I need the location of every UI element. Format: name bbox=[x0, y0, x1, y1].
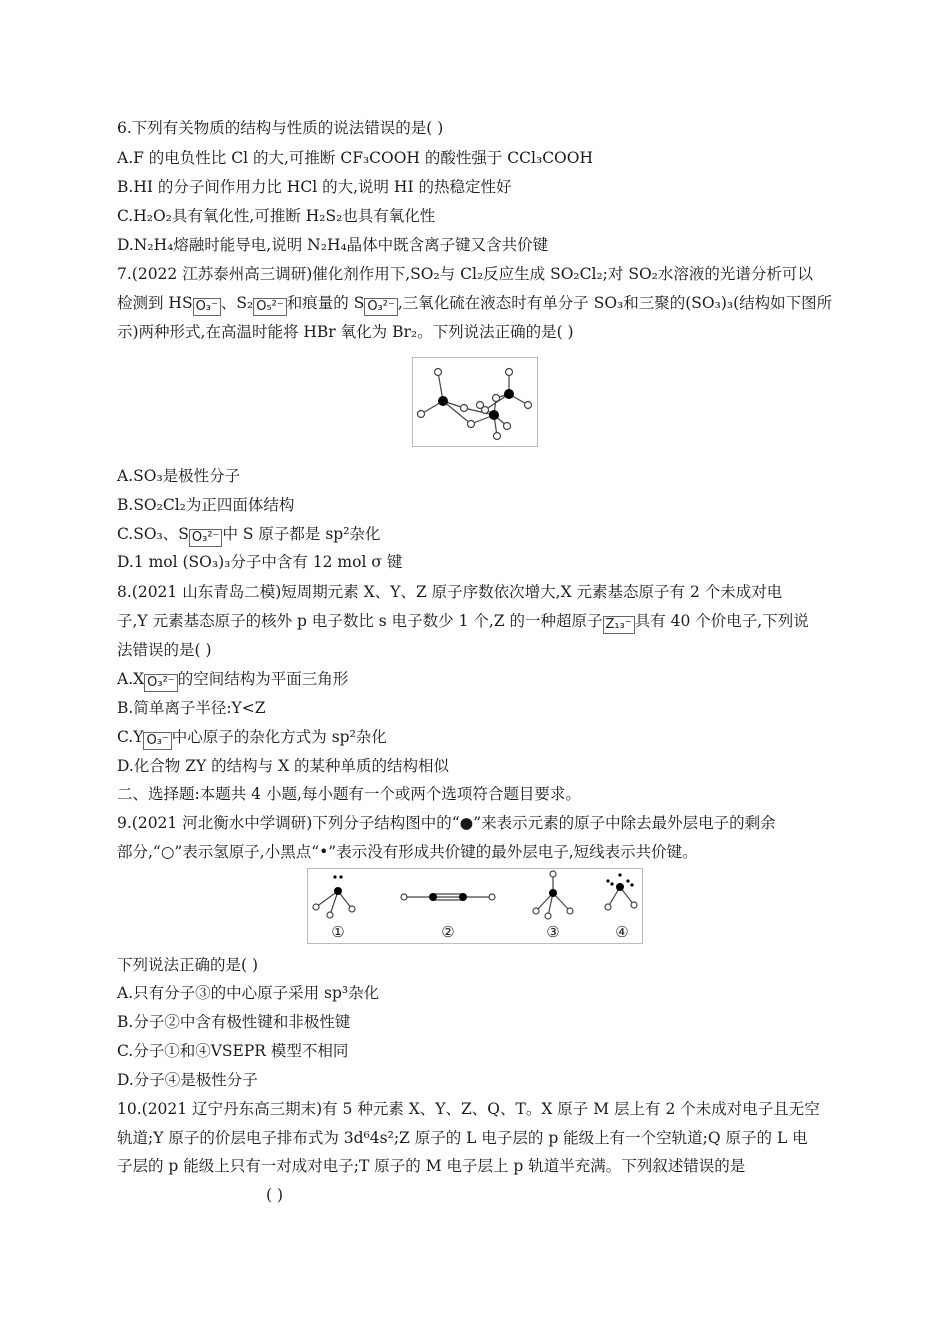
formula-box: O₃²⁻ bbox=[364, 298, 398, 316]
q10-line-3: 子层的 p 能级上只有一对成对电子;T 原子的 M 电子层上 p 轨道半充满。下列叙述错误的是 bbox=[117, 1157, 746, 1175]
q7-option-c: C.SO₃、S O₃²⁻ 中 S 原子都是 sp²杂化 bbox=[117, 525, 381, 545]
section-2-heading: 二、选择题:本题共 4 小题,每小题有一个或两个选项符合题目要求。 bbox=[117, 785, 581, 803]
q8-option-a: A.X O₃²⁻ 的空间结构为平面三角形 bbox=[117, 670, 349, 690]
formula-box: O₃²⁻ bbox=[189, 529, 223, 547]
q7-line-1: 7.(2022 江苏泰州高三调研)催化剂作用下,SO₂与 Cl₂反应生成 SO₂Cl₂;对 SO₂水溶液的光谱分析可以 bbox=[117, 265, 813, 283]
q8-option-c: C.Y O₃⁻ 中心原子的杂化方式为 sp²杂化 bbox=[117, 728, 387, 748]
formula-box: O₃⁻ bbox=[143, 732, 171, 750]
q9-line-2: 部分,“○”表示氢原子,小黑点“•”表示没有形成共价键的最外层电子,短线表示共价键。 bbox=[117, 843, 698, 861]
q6-option-c: C.H₂O₂具有氧化性,可推断 H₂S₂也具有氧化性 bbox=[117, 207, 436, 225]
q8-option-b: B.简单离子半径:Y<Z bbox=[117, 699, 266, 717]
formula-box: O₃⁻ bbox=[193, 298, 221, 316]
q9-option-d: D.分子④是极性分子 bbox=[117, 1071, 258, 1089]
q7-line-2: 检测到 HS O₃⁻ 、S₂ O₅²⁻ 和痕量的 S O₃²⁻ ,三氧化硫在液态时有单分子 SO₃和三聚的(SO₃)₃(结构如下图所 bbox=[117, 294, 833, 314]
q7-line-3: 示)两种形式,在高温时能将 HBr 氧化为 Br₂。下列说法正确的是( ) bbox=[117, 323, 574, 341]
formula-box: O₅²⁻ bbox=[253, 298, 287, 316]
q10-line-2: 轨道;Y 原子的价层电子排布式为 3d⁶4s²;Z 原子的 L 电子层的 p 能级上有一个空轨道;Q 原子的 L 电 bbox=[117, 1129, 808, 1147]
formula-box: O₃²⁻ bbox=[144, 674, 178, 692]
q7-option-d: D.1 mol (SO₃)₃分子中含有 12 mol σ 键 bbox=[117, 553, 403, 571]
molecule-label-4: ④ bbox=[615, 923, 629, 941]
so3-trimer-structure-diagram bbox=[413, 358, 537, 446]
molecule-label-1: ① bbox=[331, 923, 345, 941]
q6-option-b: B.HI 的分子间作用力比 HCl 的大,说明 HI 的热稳定性好 bbox=[117, 178, 512, 196]
so3-trimer-structure-figure bbox=[412, 357, 538, 447]
q8-option-d: D.化合物 ZY 的结构与 X 的某种单质的结构相似 bbox=[117, 757, 450, 775]
formula-box: Z₁₃⁻ bbox=[603, 616, 635, 634]
q9-option-b: B.分子②中含有极性键和非极性键 bbox=[117, 1013, 351, 1031]
molecule-structures-diagram bbox=[308, 869, 642, 943]
molecule-structures-figure bbox=[307, 868, 643, 944]
molecule-label-3: ③ bbox=[546, 923, 560, 941]
molecule-label-2: ② bbox=[441, 923, 455, 941]
q6-option-d: D.N₂H₄熔融时能导电,说明 N₂H₄晶体中既含离子键又含共价键 bbox=[117, 236, 549, 254]
q7-option-a: A.SO₃是极性分子 bbox=[117, 467, 241, 485]
q8-line-1: 8.(2021 山东青岛二模)短周期元素 X、Y、Z 原子序数依次增大,X 元素基态原子有 2 个未成对电 bbox=[117, 583, 783, 601]
q10-line-1: 10.(2021 辽宁丹东高三期末)有 5 种元素 X、Y、Z、Q、T。X 原子 M 层上有 2 个未成对电子且无空 bbox=[117, 1100, 820, 1118]
q6-option-a: A.F 的电负性比 Cl 的大,可推断 CF₃COOH 的酸性强于 CCl₃COOH bbox=[117, 149, 593, 167]
q8-line-3: 法错误的是( ) bbox=[117, 641, 212, 659]
q6-stem: 6.下列有关物质的结构与性质的说法错误的是( ) bbox=[117, 119, 444, 137]
q9-option-a: A.只有分子③的中心原子采用 sp³杂化 bbox=[117, 984, 380, 1002]
q7-option-b: B.SO₂Cl₂为正四面体结构 bbox=[117, 496, 295, 514]
q9-stem: 下列说法正确的是( ) bbox=[117, 956, 259, 974]
q8-line-2: 子,Y 元素基态原子的核外 p 电子数比 s 电子数少 1 个,Z 的一种超原子 Z₁₃⁻ 具有 40 个价电子,下列说 bbox=[117, 612, 809, 632]
q9-option-c: C.分子①和④VSEPR 模型不相同 bbox=[117, 1042, 349, 1060]
q10-answer-paren: ( ) bbox=[266, 1186, 284, 1204]
q9-line-1: 9.(2021 河北衡水中学调研)下列分子结构图中的“●”来表示元素的原子中除去最外层电子的剩余 bbox=[117, 814, 776, 832]
